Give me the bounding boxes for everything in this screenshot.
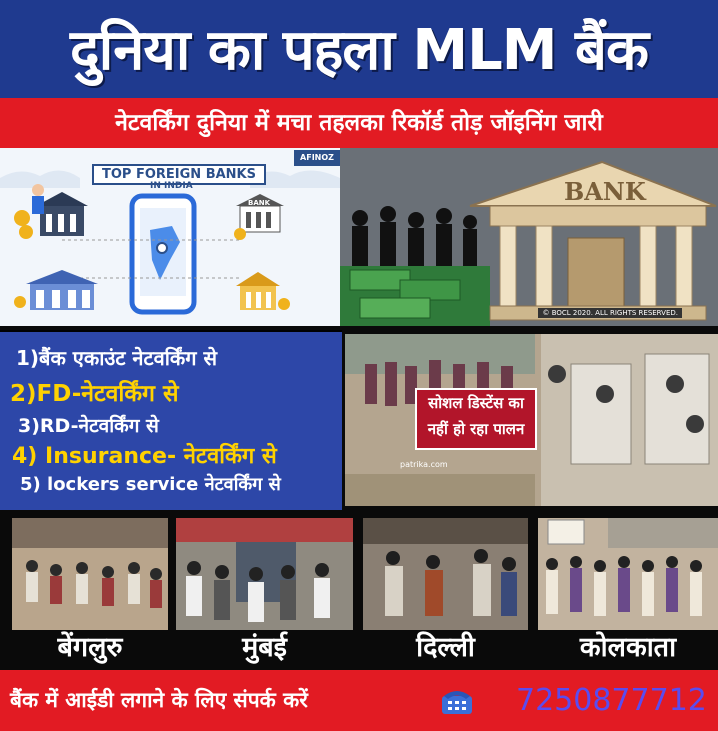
caption-line-2: नहीं हो रहा पालन <box>427 420 525 438</box>
crowd-photo-panel <box>345 334 718 506</box>
services-panel <box>0 330 342 510</box>
photo-source: patrika.com <box>400 460 448 469</box>
city-label-bengaluru: बेंगलुरु <box>57 632 123 663</box>
mumbai-crowd-image <box>176 518 353 630</box>
city-label-kolkata: कोलकाता <box>579 632 677 663</box>
city-photo-delhi <box>363 518 528 630</box>
caption-line-1: सोशल डिस्टेंस का <box>428 394 524 412</box>
bank-sign-right: BANK <box>248 199 271 207</box>
kolkata-crowd-image <box>538 518 718 630</box>
social-distance-caption <box>415 388 537 450</box>
delhi-crowd-image <box>363 518 528 630</box>
city-photo-bengaluru <box>12 518 168 630</box>
city-photo-kolkata <box>538 518 718 630</box>
foreign-banks-subtitle: IN INDIA <box>150 181 193 191</box>
bank-sign: BANK <box>564 177 646 206</box>
telephone-icon <box>440 686 474 716</box>
service-item-bank-account: 1)बैंक एकाउंट नेटवर्किंग से <box>16 346 217 370</box>
bengaluru-crowd-image <box>12 518 168 630</box>
bank-building-panel <box>340 148 718 326</box>
copyright-watermark: © BOCL 2020. ALL RIGHTS RESERVED. <box>538 308 682 318</box>
contact-bar <box>0 670 718 731</box>
phone-number[interactable]: 7250877712 <box>516 683 707 718</box>
subheadline: नेटवर्किंग दुनिया में मचा तहलका रिकॉर्ड तोड़ जॉइनिंग जारी <box>115 110 603 136</box>
service-item-lockers: 5) lockers service नेटवर्किंग से <box>20 474 281 495</box>
city-photo-mumbai <box>176 518 353 630</box>
contact-text: बैंक में आईडी लगाने के लिए संपर्क करें <box>10 688 308 712</box>
city-label-mumbai: मुंबई <box>242 632 287 663</box>
subheadline-bar <box>0 98 718 148</box>
service-item-fd: 2)FD-नेटवर्किंग से <box>10 381 179 407</box>
foreign-banks-title: TOP FOREIGN BANKS <box>92 164 266 185</box>
city-label-delhi: दिल्ली <box>416 632 475 663</box>
service-item-rd: 3)RD-नेटवर्किंग से <box>18 415 159 437</box>
headline-bar <box>0 0 718 98</box>
foreign-banks-panel <box>0 148 340 326</box>
afinoz-logo: AFINOZ <box>294 150 340 166</box>
bank-building-illustration <box>340 148 718 326</box>
headline: दुनिया का पहला MLM बैंक <box>70 18 648 83</box>
service-item-insurance: 4) Insurance- नेटवर्किंग से <box>12 444 277 469</box>
